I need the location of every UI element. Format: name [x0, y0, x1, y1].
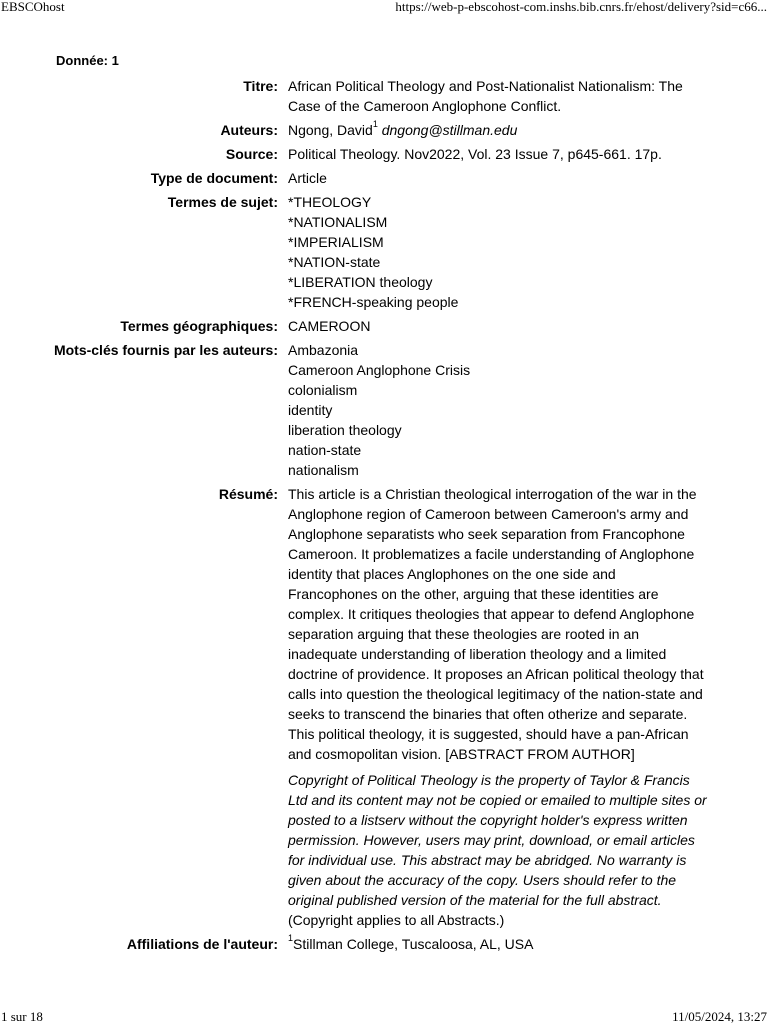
field-author-keywords: [0, 340, 768, 480]
source-value: Political Theology. Nov2022, Vol. 23 Issue 7, p645-661. 17p.: [288, 146, 662, 162]
authors-value: [288, 120, 708, 140]
subjects-list: [288, 192, 708, 312]
header-site-name: EBSCOhost: [1, 0, 65, 14]
subject-term: *LIBERATION theology: [288, 274, 433, 290]
keyword: nationalism: [288, 462, 359, 478]
copyright-scope: (Copyright applies to all Abstracts.): [288, 912, 505, 928]
copyright-text: Copyright of Political Theology is the property of Taylor & Francis Ltd and its content may not be copied or emailed to multiple sites or posted to a listserv without the copyright holder's express written permission. However, users may print, download, or email articles for individual use. This abstract may be abridged. No warranty is given about the accuracy of the copy. Users should refer to the original published version of the material for the full abstract.: [288, 772, 707, 908]
subject-term: *IMPERIALISM: [288, 234, 384, 250]
field-abstract: [0, 484, 768, 930]
subject-term: *NATIONALISM: [288, 214, 388, 230]
field-label: Termes géographiques:: [120, 318, 278, 334]
keyword: nation-state: [288, 442, 362, 458]
keyword: colonialism: [288, 382, 358, 398]
field-source: [0, 144, 768, 164]
keywords-list: [288, 340, 708, 480]
keyword: Ambazonia: [288, 342, 359, 358]
field-subjects: [0, 192, 768, 312]
field-affiliations: [0, 934, 768, 954]
print-header: [0, 0, 768, 14]
subject-term: *THEOLOGY: [288, 194, 372, 210]
document-type-value: Article: [288, 170, 327, 186]
header-url: https://web-p-ebscohost-com.inshs.bib.cnrs.fr/ehost/delivery?sid=c66...: [395, 0, 767, 14]
keyword: Cameroon Anglophone Crisis: [288, 362, 471, 378]
abstract-block: [288, 484, 708, 930]
keyword: liberation theology: [288, 422, 402, 438]
field-label: Titre:: [243, 78, 278, 94]
keyword: identity: [288, 402, 333, 418]
affiliation-text: Stillman College, Tuscaloosa, AL, USA: [293, 936, 534, 952]
print-footer: [0, 1010, 768, 1024]
subject-term: *NATION-state: [288, 254, 381, 270]
field-label: Mots-clés fournis par les auteurs:: [53, 342, 278, 358]
author-name: Ngong, David: [288, 122, 373, 138]
page-counter: 1 sur 18: [1, 1009, 43, 1024]
field-label: Termes de sujet:: [167, 194, 278, 210]
copyright-notice: [288, 770, 708, 930]
field-title: [0, 76, 768, 116]
field-document-type: [0, 168, 768, 188]
author-email: dngong@stillman.edu: [381, 122, 518, 138]
geographic-value: CAMEROON: [288, 318, 371, 334]
field-label: Type de document:: [150, 170, 278, 186]
record-details: [0, 76, 768, 958]
record-number: Donnée: 1: [56, 53, 119, 68]
field-label: Auteurs:: [220, 122, 278, 138]
field-authors: [0, 120, 768, 140]
subject-term: *FRENCH-speaking people: [288, 294, 459, 310]
affiliation-marker: 1: [288, 933, 294, 943]
author-affiliation-marker: 1: [372, 119, 378, 129]
title-value: African Political Theology and Post-Nationalist Nationalism: The Case of the Cameroon Anglophone Conflict.: [288, 78, 683, 114]
field-label: Affiliations de l'auteur:: [126, 936, 278, 952]
affiliations-value: [288, 934, 708, 954]
abstract-text: This article is a Christian theological interrogation of the war in the Anglophone region of Cameroon between Cameroon's army and Anglophone separatists who seek separation from Francophone Cameroon. It problematizes a facile understanding of Anglophone identity that places Anglophones on the one side and Francophones on the other, arguing that these identities are complex. It critiques theologies that appear to defend Anglophone separation arguing that these theologies are rooted in an inadequate understanding of liberation theology and a limited doctrine of providence. It proposes an African political theology that calls into question the theological legitimacy of the nation-state and seeks to transcend the binaries that often otherize and separate. This political theology, it is suggested, should have a pan-African and cosmopolitan vision. [ABSTRACT FROM AUTHOR]: [288, 486, 704, 762]
field-label: Résumé:: [218, 486, 278, 502]
field-geographic-terms: [0, 316, 768, 336]
print-timestamp: 11/05/2024, 13:27: [672, 1009, 767, 1024]
field-label: Source:: [225, 146, 278, 162]
